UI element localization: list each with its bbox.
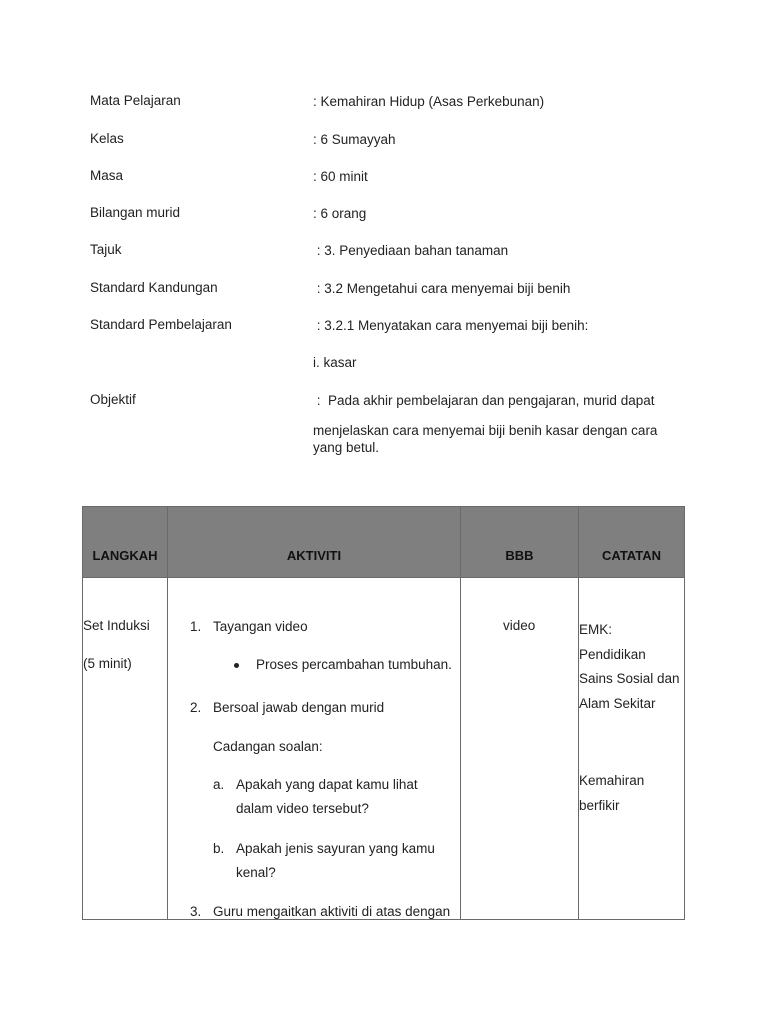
step-name: Set Induksi bbox=[83, 618, 150, 633]
activity-item: Guru mengaitkan aktiviti di atas dengan bbox=[213, 904, 451, 919]
meta-label: Kelas bbox=[90, 131, 124, 146]
meta-value: : Pada akhir pembelajaran dan pengajaran, murid dapat bbox=[313, 393, 655, 408]
meta-value: : 3. Penyediaan bahan tanaman bbox=[313, 243, 509, 258]
activity-subheading: Cadangan soalan: bbox=[213, 739, 323, 754]
notes-line: berfikir bbox=[579, 797, 620, 813]
materials-value: video bbox=[503, 618, 536, 633]
notes-line: Kemahiran bbox=[579, 773, 645, 788]
meta-value: : 3.2 Mengetahui cara menyemai biji benih bbox=[313, 281, 571, 296]
question-text: dalam video tersebut? bbox=[236, 801, 369, 816]
learning-standard-continuation: i. kasar bbox=[313, 355, 357, 370]
question-text: Apakah yang dapat kamu lihat bbox=[236, 777, 418, 792]
notes-line: Sains Sosial dan bbox=[579, 671, 680, 686]
header-materials: BBB bbox=[505, 548, 534, 563]
header-activity: AKTIVITI bbox=[286, 548, 342, 563]
activity-cell bbox=[83, 507, 460, 919]
header-notes: CATATAN bbox=[602, 548, 661, 563]
question-letter: b. bbox=[213, 841, 225, 856]
header-step: LANGKAH bbox=[92, 548, 158, 563]
activity-item: Tayangan video bbox=[213, 619, 308, 634]
step-duration: (5 minit) bbox=[83, 656, 132, 671]
meta-value: : Kemahiran Hidup (Asas Perkebunan) bbox=[313, 94, 545, 109]
activity-bullet-item: Proses percambahan tumbuhan. bbox=[256, 657, 452, 672]
question-text: kenal? bbox=[236, 865, 276, 880]
meta-label: Standard Kandungan bbox=[90, 280, 218, 295]
activity-item: Bersoal jawab dengan murid bbox=[213, 700, 385, 715]
meta-label: Objektif bbox=[90, 392, 136, 407]
meta-label: Bilangan murid bbox=[90, 205, 181, 220]
meta-label: Mata Pelajaran bbox=[90, 93, 181, 108]
meta-value: : 6 orang bbox=[313, 206, 367, 221]
objective-continuation: menjelaskan cara menyemai biji benih kasar dengan cara yang betul. bbox=[313, 423, 658, 455]
item-number: 3. bbox=[190, 904, 202, 919]
item-number: 1. bbox=[190, 619, 202, 634]
meta-label: Standard Pembelajaran bbox=[90, 317, 232, 332]
column-divider bbox=[460, 507, 461, 919]
meta-value: : 60 minit bbox=[313, 169, 368, 184]
item-number: 2. bbox=[190, 700, 202, 715]
bullet-icon bbox=[234, 663, 239, 668]
meta-label: Tajuk bbox=[90, 242, 122, 257]
question-text: Apakah jenis sayuran yang kamu bbox=[236, 841, 435, 856]
notes-line: Pendidikan bbox=[579, 646, 646, 662]
question-letter: a. bbox=[213, 777, 225, 792]
notes-emk bbox=[579, 618, 680, 716]
notes-line: Alam Sekitar bbox=[579, 695, 656, 711]
meta-value: : 3.2.1 Menyatakan cara menyemai biji benih: bbox=[313, 318, 589, 333]
meta-label: Masa bbox=[90, 168, 124, 183]
notes-skill bbox=[579, 769, 644, 818]
notes-line: EMK: bbox=[579, 622, 613, 637]
meta-value: : 6 Sumayyah bbox=[313, 132, 396, 147]
lesson-table bbox=[82, 506, 685, 920]
